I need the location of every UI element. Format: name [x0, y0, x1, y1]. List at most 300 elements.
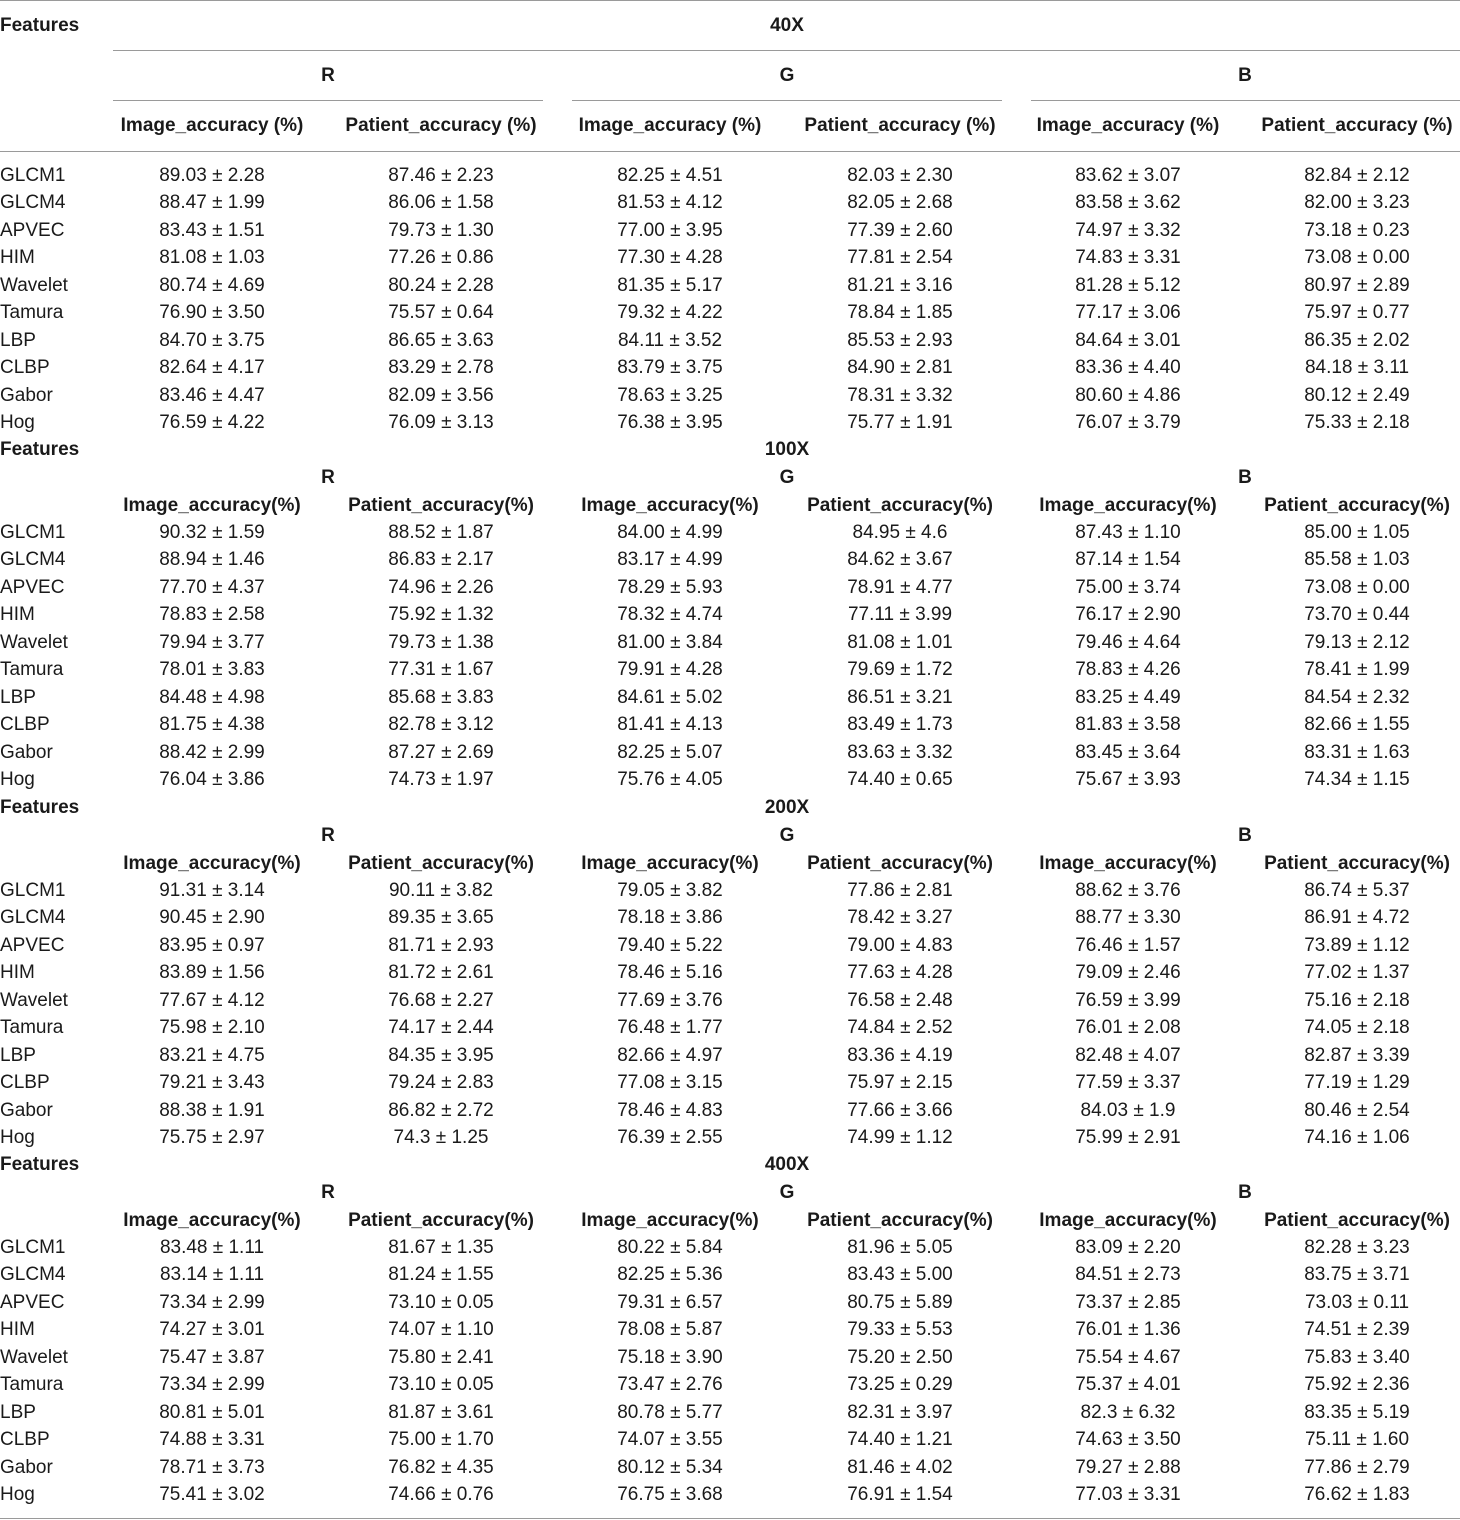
table-cell: 75.41 ± 3.02 [159, 1484, 265, 1506]
table-cell: 83.36 ± 4.19 [847, 1044, 953, 1066]
table-cell: 82.28 ± 3.23 [1304, 1237, 1410, 1258]
feature-name: LBP [0, 1044, 36, 1066]
features-header: Features [0, 1154, 80, 1175]
magnification-header: 40X [770, 15, 804, 36]
table-cell: 86.91 ± 4.72 [1304, 907, 1410, 929]
table-cell: 78.41 ± 1.99 [1304, 659, 1410, 681]
table-cell: 82.05 ± 2.68 [847, 192, 953, 214]
channel-header-r: R [321, 1182, 335, 1203]
table-cell: 74.84 ± 2.52 [847, 1017, 953, 1039]
table-cell: 75.98 ± 2.10 [159, 1017, 265, 1039]
table-cell: 79.21 ± 3.43 [159, 1072, 265, 1094]
magnification-header: 200X [764, 797, 810, 818]
table-cell: 82.25 ± 5.07 [617, 741, 723, 763]
table-cell: 75.33 ± 2.18 [1304, 412, 1410, 434]
table-cell: 83.79 ± 3.75 [617, 357, 723, 379]
features-header: Features [0, 439, 80, 460]
feature-name: HIM [0, 604, 35, 626]
feature-name: HIM [0, 247, 35, 269]
table-cell: 83.14 ± 1.11 [159, 1264, 265, 1286]
patient-accuracy-header: Patient_accuracy(%) [348, 1210, 534, 1231]
table-cell: 81.83 ± 3.58 [1075, 714, 1181, 736]
channel-header-b: B [1238, 65, 1252, 86]
table-cell: 77.03 ± 3.31 [1075, 1484, 1181, 1506]
table-cell: 81.67 ± 1.35 [388, 1237, 494, 1258]
table-cell: 75.00 ± 1.70 [388, 1429, 494, 1451]
table-cell: 81.00 ± 3.84 [617, 631, 723, 653]
table-cell: 84.70 ± 3.75 [159, 329, 265, 351]
table-cell: 73.37 ± 2.85 [1075, 1291, 1181, 1313]
table-cell: 74.96 ± 2.26 [388, 576, 494, 598]
channel-rule-g [572, 100, 1002, 101]
table-cell: 78.63 ± 3.25 [617, 384, 723, 406]
table-cell: 82.03 ± 2.30 [847, 165, 953, 186]
table-cell: 84.61 ± 5.02 [617, 686, 723, 708]
table-cell: 75.80 ± 2.41 [388, 1346, 494, 1368]
table-cell: 80.12 ± 2.49 [1304, 384, 1410, 406]
feature-name: CLBP [0, 1072, 50, 1094]
feature-name: Wavelet [0, 631, 68, 653]
table-cell: 89.35 ± 3.65 [388, 907, 494, 929]
table-cell: 80.12 ± 5.34 [617, 1456, 723, 1478]
table-cell: 73.08 ± 0.00 [1304, 247, 1410, 269]
table-cell: 83.29 ± 2.78 [388, 357, 494, 379]
table-cell: 77.86 ± 2.81 [847, 880, 953, 901]
feature-name: LBP [0, 1401, 36, 1423]
table-cell: 74.97 ± 3.32 [1075, 219, 1181, 241]
table-cell: 86.65 ± 3.63 [388, 329, 494, 351]
table-cell: 84.51 ± 2.73 [1075, 1264, 1181, 1286]
table-cell: 76.17 ± 2.90 [1075, 604, 1181, 626]
channel-header-b: B [1238, 1182, 1252, 1203]
table-cell: 81.87 ± 3.61 [388, 1401, 494, 1423]
magnification-header: 400X [764, 1154, 810, 1175]
table-cell: 79.24 ± 2.83 [388, 1072, 494, 1094]
table-cell: 85.53 ± 2.93 [847, 329, 953, 351]
table-cell: 76.39 ± 2.55 [617, 1127, 723, 1149]
table-cell: 77.19 ± 1.29 [1304, 1072, 1410, 1094]
table-cell: 78.83 ± 2.58 [159, 604, 265, 626]
table-cell: 82.09 ± 3.56 [388, 384, 494, 406]
table-cell: 79.00 ± 4.83 [847, 934, 953, 956]
table-cell: 83.43 ± 5.00 [847, 1264, 953, 1286]
table-cell: 81.71 ± 2.93 [388, 934, 494, 956]
table-cell: 80.81 ± 5.01 [159, 1401, 265, 1423]
feature-name: Wavelet [0, 1346, 68, 1368]
table-cell: 77.31 ± 1.67 [388, 659, 494, 681]
table-cell: 77.70 ± 4.37 [159, 576, 265, 598]
table-cell: 83.75 ± 3.71 [1304, 1264, 1410, 1286]
table-cell: 81.28 ± 5.12 [1075, 274, 1181, 296]
image-accuracy-header: Image_accuracy(%) [123, 1210, 301, 1231]
feature-name: Hog [0, 1127, 35, 1149]
table-cell: 84.64 ± 3.01 [1075, 329, 1181, 351]
header-bottom-rule [0, 151, 1460, 152]
patient-accuracy-header: Patient_accuracy(%) [807, 495, 993, 516]
table-cell: 77.30 ± 4.28 [617, 247, 723, 269]
feature-name: CLBP [0, 1429, 50, 1451]
table-cell: 83.31 ± 1.63 [1304, 741, 1410, 763]
table-cell: 82.25 ± 5.36 [617, 1264, 723, 1286]
feature-name: GLCM1 [0, 522, 66, 543]
table-cell: 86.83 ± 2.17 [388, 549, 494, 571]
table-cell: 74.07 ± 3.55 [617, 1429, 723, 1451]
table-cell: 76.59 ± 3.99 [1075, 989, 1181, 1011]
image-accuracy-header: Image_accuracy(%) [581, 1210, 759, 1231]
table-cell: 90.11 ± 3.82 [388, 880, 494, 901]
table-cell: 81.35 ± 5.17 [617, 274, 723, 296]
patient-accuracy-header: Patient_accuracy(%) [807, 853, 993, 874]
feature-name: CLBP [0, 714, 50, 736]
table-cell: 75.75 ± 2.97 [159, 1127, 265, 1149]
patient-accuracy-header: Patient_accuracy (%) [804, 115, 996, 136]
table-cell: 83.95 ± 0.97 [159, 934, 265, 956]
table-cell: 79.05 ± 3.82 [617, 880, 723, 901]
table-cell: 79.40 ± 5.22 [617, 934, 723, 956]
table-cell: 81.08 ± 1.03 [159, 247, 265, 269]
channel-header-g: G [779, 1182, 795, 1203]
table-cell: 81.46 ± 4.02 [847, 1456, 953, 1478]
table-cell: 73.47 ± 2.76 [617, 1374, 723, 1396]
image-accuracy-header: Image_accuracy(%) [1039, 853, 1217, 874]
table-cell: 79.69 ± 1.72 [847, 659, 953, 681]
table-cell: 82.48 ± 4.07 [1075, 1044, 1181, 1066]
table-cell: 75.99 ± 2.91 [1075, 1127, 1181, 1149]
image-accuracy-header: Image_accuracy(%) [581, 495, 759, 516]
table-cell: 83.45 ± 3.64 [1075, 741, 1181, 763]
table-cell: 85.68 ± 3.83 [388, 686, 494, 708]
channel-header-b: B [1238, 825, 1252, 846]
channel-rule-r [113, 100, 543, 101]
table-cell: 87.43 ± 1.10 [1075, 522, 1181, 543]
feature-name: APVEC [0, 576, 65, 598]
table-cell: 76.46 ± 1.57 [1075, 934, 1181, 956]
table-cell: 77.39 ± 2.60 [847, 219, 953, 241]
table-cell: 86.82 ± 2.72 [388, 1099, 494, 1121]
table-cell: 74.05 ± 2.18 [1304, 1017, 1410, 1039]
table-cell: 74.40 ± 0.65 [847, 769, 953, 791]
image-accuracy-header: Image_accuracy (%) [1036, 115, 1220, 136]
table-cell: 90.45 ± 2.90 [159, 907, 265, 929]
table-cell: 86.35 ± 2.02 [1304, 329, 1410, 351]
table-cell: 76.07 ± 3.79 [1075, 412, 1181, 434]
feature-name: HIM [0, 1319, 35, 1341]
table-cell: 81.08 ± 1.01 [847, 631, 953, 653]
feature-name: Tamura [0, 302, 64, 324]
table-cell: 76.59 ± 4.22 [159, 412, 265, 434]
table-cell: 79.13 ± 2.12 [1304, 631, 1410, 653]
table-cell: 84.90 ± 2.81 [847, 357, 953, 379]
table-cell: 78.18 ± 3.86 [617, 907, 723, 929]
table-cell: 82.64 ± 4.17 [159, 357, 265, 379]
table-cell: 82.25 ± 4.51 [617, 165, 723, 186]
feature-name: Wavelet [0, 989, 68, 1011]
table-cell: 77.86 ± 2.79 [1304, 1456, 1410, 1478]
table-cell: 78.84 ± 1.85 [847, 302, 953, 324]
table-cell: 79.09 ± 2.46 [1075, 962, 1181, 984]
table-cell: 77.66 ± 3.66 [847, 1099, 953, 1121]
table-cell: 80.22 ± 5.84 [617, 1237, 723, 1258]
table-cell: 74.88 ± 3.31 [159, 1429, 265, 1451]
table-cell: 81.75 ± 4.38 [159, 714, 265, 736]
table-cell: 76.01 ± 2.08 [1075, 1017, 1181, 1039]
table-cell: 91.31 ± 3.14 [159, 880, 265, 901]
table-cell: 77.26 ± 0.86 [388, 247, 494, 269]
table-cell: 73.89 ± 1.12 [1304, 934, 1410, 956]
table-cell: 73.70 ± 0.44 [1304, 604, 1410, 626]
feature-name: Gabor [0, 741, 53, 763]
table-cell: 84.18 ± 3.11 [1304, 357, 1410, 379]
table-cell: 86.74 ± 5.37 [1304, 880, 1410, 901]
table-cell: 80.78 ± 5.77 [617, 1401, 723, 1423]
table-cell: 83.58 ± 3.62 [1075, 192, 1181, 214]
feature-name: LBP [0, 329, 36, 351]
table-cell: 73.18 ± 0.23 [1304, 219, 1410, 241]
table-cell: 79.73 ± 1.30 [388, 219, 494, 241]
table-cell: 83.62 ± 3.07 [1075, 165, 1181, 186]
table-cell: 79.94 ± 3.77 [159, 631, 265, 653]
table-cell: 75.97 ± 0.77 [1304, 302, 1410, 324]
table-cell: 78.32 ± 4.74 [617, 604, 723, 626]
table-cell: 79.46 ± 4.64 [1075, 631, 1181, 653]
table-cell: 77.17 ± 3.06 [1075, 302, 1181, 324]
feature-name: GLCM1 [0, 165, 66, 186]
table-cell: 75.00 ± 3.74 [1075, 576, 1181, 598]
table-cell: 87.46 ± 2.23 [388, 165, 494, 186]
table-cell: 78.46 ± 5.16 [617, 962, 723, 984]
table-cell: 83.21 ± 4.75 [159, 1044, 265, 1066]
features-header: Features [0, 797, 80, 818]
magnification-header: 100X [764, 439, 810, 460]
table-cell: 75.97 ± 2.15 [847, 1072, 953, 1094]
table-cell: 77.67 ± 4.12 [159, 989, 265, 1011]
table-cell: 82.87 ± 3.39 [1304, 1044, 1410, 1066]
table-cell: 84.48 ± 4.98 [159, 686, 265, 708]
patient-accuracy-header: Patient_accuracy(%) [348, 495, 534, 516]
table-cell: 84.03 ± 1.9 [1080, 1099, 1176, 1121]
channel-header-g: G [779, 467, 795, 488]
table-cell: 76.62 ± 1.83 [1304, 1484, 1410, 1506]
table-cell: 75.18 ± 3.90 [617, 1346, 723, 1368]
table-cell: 84.00 ± 4.99 [617, 522, 723, 543]
table-cell: 88.77 ± 3.30 [1075, 907, 1181, 929]
table-cell: 88.47 ± 1.99 [159, 192, 265, 214]
table-cell: 76.91 ± 1.54 [847, 1484, 953, 1506]
table-cell: 82.84 ± 2.12 [1304, 165, 1410, 186]
feature-name: Gabor [0, 1456, 53, 1478]
table-cell: 75.83 ± 3.40 [1304, 1346, 1410, 1368]
table-cell: 78.46 ± 4.83 [617, 1099, 723, 1121]
feature-name: GLCM4 [0, 549, 66, 571]
table-cell: 88.42 ± 2.99 [159, 741, 265, 763]
feature-name: Hog [0, 769, 35, 791]
feature-name: APVEC [0, 1291, 65, 1313]
table-cell: 76.48 ± 1.77 [617, 1017, 723, 1039]
table-cell: 77.00 ± 3.95 [617, 219, 723, 241]
table-cell: 78.08 ± 5.87 [617, 1319, 723, 1341]
table-cell: 75.92 ± 1.32 [388, 604, 494, 626]
table-cell: 74.99 ± 1.12 [847, 1127, 953, 1149]
channel-header-r: R [321, 825, 335, 846]
table-cell: 83.17 ± 4.99 [617, 549, 723, 571]
table-cell: 74.3 ± 1.25 [393, 1127, 489, 1149]
magnification-rule [113, 50, 1460, 51]
table-cell: 74.51 ± 2.39 [1304, 1319, 1410, 1341]
table-cell: 84.62 ± 3.67 [847, 549, 953, 571]
table-cell: 83.09 ± 2.20 [1075, 1237, 1181, 1258]
table-cell: 73.25 ± 0.29 [847, 1374, 953, 1396]
table-cell: 90.32 ± 1.59 [159, 522, 265, 543]
table-cell: 75.11 ± 1.60 [1304, 1429, 1410, 1451]
channel-header-r: R [321, 65, 335, 86]
feature-name: Tamura [0, 1374, 64, 1396]
table-cell: 82.31 ± 3.97 [847, 1401, 953, 1423]
table-cell: 76.90 ± 3.50 [159, 302, 265, 324]
table-cell: 74.07 ± 1.10 [388, 1319, 494, 1341]
feature-name: Tamura [0, 1017, 64, 1039]
table-cell: 79.27 ± 2.88 [1075, 1456, 1181, 1478]
table-cell: 73.34 ± 2.99 [159, 1374, 265, 1396]
table-cell: 83.48 ± 1.11 [159, 1237, 265, 1258]
feature-name: Gabor [0, 384, 53, 406]
table-cell: 74.40 ± 1.21 [847, 1429, 953, 1451]
patient-accuracy-header: Patient_accuracy(%) [1264, 495, 1450, 516]
table-cell: 75.16 ± 2.18 [1304, 989, 1410, 1011]
table-cell: 76.38 ± 3.95 [617, 412, 723, 434]
table-cell: 84.54 ± 2.32 [1304, 686, 1410, 708]
table-cell: 77.11 ± 3.99 [847, 604, 953, 626]
table-cell: 81.96 ± 5.05 [847, 1237, 953, 1258]
table-cell: 80.46 ± 2.54 [1304, 1099, 1410, 1121]
feature-name: GLCM4 [0, 1264, 66, 1286]
table-cell: 73.08 ± 0.00 [1304, 576, 1410, 598]
table-cell: 77.81 ± 2.54 [847, 247, 953, 269]
table-cell: 79.33 ± 5.53 [847, 1319, 953, 1341]
table-cell: 80.75 ± 5.89 [847, 1291, 953, 1313]
features-header: Features [0, 15, 80, 36]
feature-name: GLCM4 [0, 192, 66, 214]
table-cell: 88.38 ± 1.91 [159, 1099, 265, 1121]
table-cell: 79.32 ± 4.22 [617, 302, 723, 324]
patient-accuracy-header: Patient_accuracy(%) [1264, 1210, 1450, 1231]
table-cell: 83.35 ± 5.19 [1304, 1401, 1410, 1423]
table-cell: 82.66 ± 1.55 [1304, 714, 1410, 736]
table-cell: 83.25 ± 4.49 [1075, 686, 1181, 708]
table-cell: 75.67 ± 3.93 [1075, 769, 1181, 791]
table-cell: 75.57 ± 0.64 [388, 302, 494, 324]
table-cell: 76.04 ± 3.86 [159, 769, 265, 791]
table-cell: 75.54 ± 4.67 [1075, 1346, 1181, 1368]
patient-accuracy-header: Patient_accuracy (%) [1261, 115, 1453, 136]
table-cell: 74.17 ± 2.44 [388, 1017, 494, 1039]
bottom-rule [0, 1518, 1460, 1519]
channel-rule-b [1031, 100, 1460, 101]
table-cell: 80.60 ± 4.86 [1075, 384, 1181, 406]
patient-accuracy-header: Patient_accuracy(%) [348, 853, 534, 874]
table-cell: 77.63 ± 4.28 [847, 962, 953, 984]
table-cell: 76.09 ± 3.13 [388, 412, 494, 434]
table-cell: 73.03 ± 0.11 [1304, 1291, 1410, 1313]
table-cell: 79.73 ± 1.38 [388, 631, 494, 653]
table-cell: 81.41 ± 4.13 [617, 714, 723, 736]
table-cell: 75.92 ± 2.36 [1304, 1374, 1410, 1396]
table-cell: 80.97 ± 2.89 [1304, 274, 1410, 296]
table-cell: 82.66 ± 4.97 [617, 1044, 723, 1066]
table-cell: 74.63 ± 3.50 [1075, 1429, 1181, 1451]
feature-name: Wavelet [0, 274, 68, 296]
table-cell: 73.34 ± 2.99 [159, 1291, 265, 1313]
table-cell: 85.00 ± 1.05 [1304, 522, 1410, 543]
table-cell: 76.58 ± 2.48 [847, 989, 953, 1011]
feature-name: APVEC [0, 219, 65, 241]
table-cell: 79.91 ± 4.28 [617, 659, 723, 681]
image-accuracy-header: Image_accuracy(%) [1039, 1210, 1217, 1231]
table-cell: 83.89 ± 1.56 [159, 962, 265, 984]
table-cell: 78.31 ± 3.32 [847, 384, 953, 406]
feature-name: Hog [0, 1484, 35, 1506]
table-cell: 88.62 ± 3.76 [1075, 880, 1181, 901]
table-cell: 85.58 ± 1.03 [1304, 549, 1410, 571]
table-cell: 75.37 ± 4.01 [1075, 1374, 1181, 1396]
channel-header-g: G [779, 825, 795, 846]
table-cell: 81.53 ± 4.12 [617, 192, 723, 214]
table-cell: 76.75 ± 3.68 [617, 1484, 723, 1506]
table-cell: 80.24 ± 2.28 [388, 274, 494, 296]
table-cell: 74.73 ± 1.97 [388, 769, 494, 791]
table-cell: 74.27 ± 3.01 [159, 1319, 265, 1341]
image-accuracy-header: Image_accuracy (%) [578, 115, 762, 136]
table-cell: 81.72 ± 2.61 [388, 962, 494, 984]
table-cell: 88.52 ± 1.87 [388, 522, 494, 543]
table-cell: 80.74 ± 4.69 [159, 274, 265, 296]
table-cell: 84.11 ± 3.52 [617, 329, 723, 351]
table-cell: 76.82 ± 4.35 [388, 1456, 494, 1478]
table-cell: 76.01 ± 1.36 [1075, 1319, 1181, 1341]
channel-header-b: B [1238, 467, 1252, 488]
table-cell: 83.63 ± 3.32 [847, 741, 953, 763]
table-cell: 78.91 ± 4.77 [847, 576, 953, 598]
table-cell: 77.59 ± 3.37 [1075, 1072, 1181, 1094]
table-cell: 77.08 ± 3.15 [617, 1072, 723, 1094]
table-cell: 78.42 ± 3.27 [847, 907, 953, 929]
table-cell: 73.10 ± 0.05 [388, 1374, 494, 1396]
feature-name: Gabor [0, 1099, 53, 1121]
image-accuracy-header: Image_accuracy(%) [581, 853, 759, 874]
table-cell: 87.27 ± 2.69 [388, 741, 494, 763]
table-cell: 75.47 ± 3.87 [159, 1346, 265, 1368]
table-cell: 88.94 ± 1.46 [159, 549, 265, 571]
image-accuracy-header: Image_accuracy(%) [1039, 495, 1217, 516]
feature-name: GLCM1 [0, 1237, 66, 1258]
feature-name: CLBP [0, 357, 50, 379]
table-cell: 79.31 ± 6.57 [617, 1291, 723, 1313]
channel-header-r: R [321, 467, 335, 488]
table-cell: 77.02 ± 1.37 [1304, 962, 1410, 984]
image-accuracy-header: Image_accuracy(%) [123, 853, 301, 874]
channel-header-g: G [779, 65, 795, 86]
image-accuracy-header: Image_accuracy(%) [123, 495, 301, 516]
table-cell: 81.24 ± 1.55 [388, 1264, 494, 1286]
table-cell: 76.68 ± 2.27 [388, 989, 494, 1011]
table-cell: 89.03 ± 2.28 [159, 165, 265, 186]
table-cell: 83.49 ± 1.73 [847, 714, 953, 736]
feature-name: GLCM4 [0, 907, 66, 929]
table-cell: 84.35 ± 3.95 [388, 1044, 494, 1066]
table-cell: 78.71 ± 3.73 [159, 1456, 265, 1478]
table-cell: 74.34 ± 1.15 [1304, 769, 1410, 791]
table-cell: 78.83 ± 4.26 [1075, 659, 1181, 681]
table-cell: 74.16 ± 1.06 [1304, 1127, 1410, 1149]
